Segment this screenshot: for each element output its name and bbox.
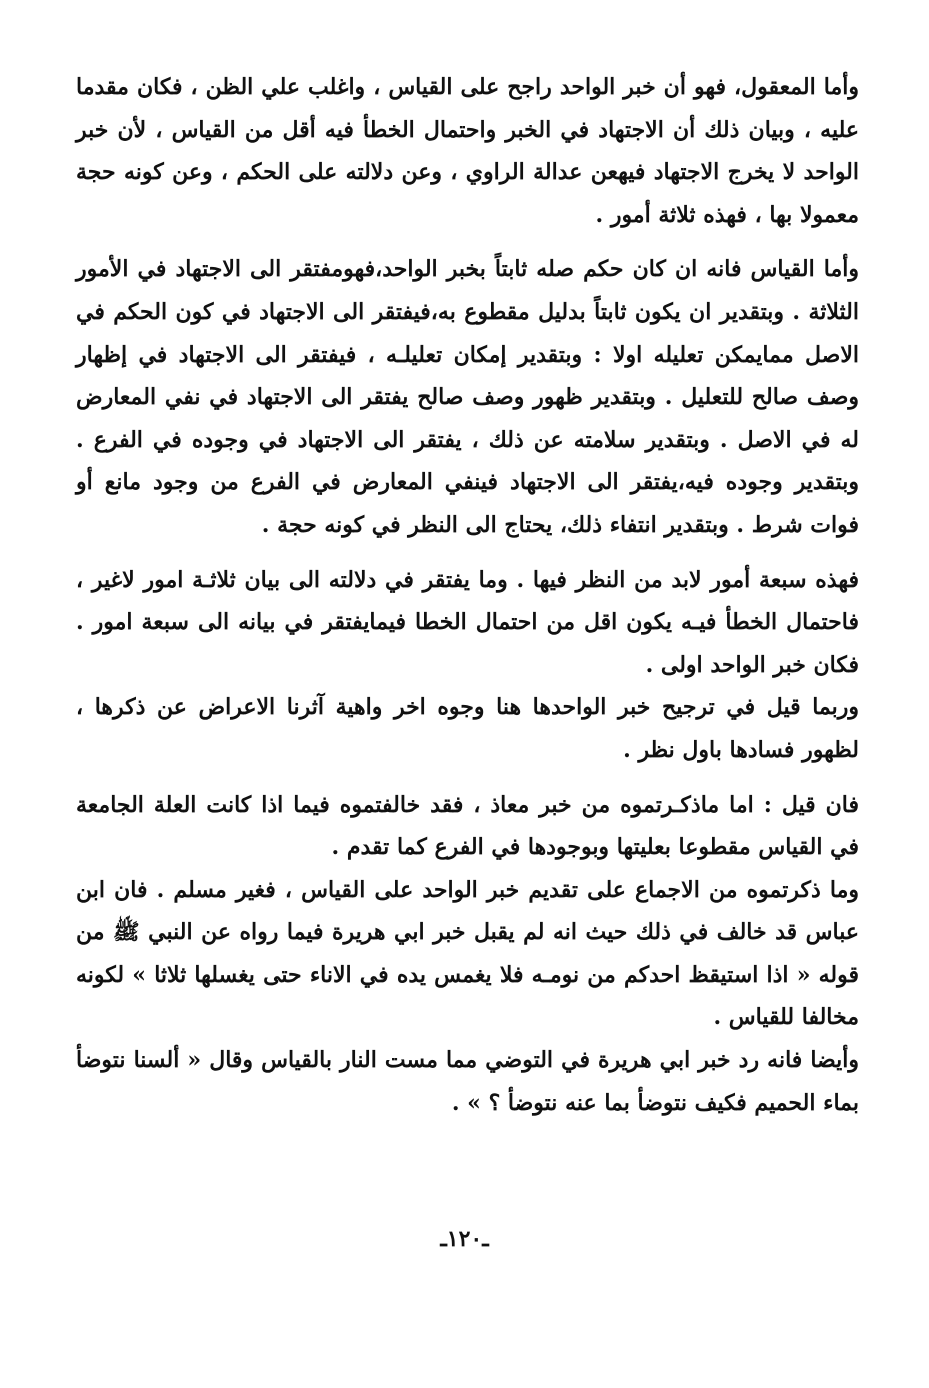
paragraph-1: وأما المعقول، فهو أن خبر الواحد راجح على القياس ، واغلب علي الظن ، فكان مقدما عليه ، وبيان ذلك أن الاجتهاد في الخبر واحتمال الخطأ فيه أقل من القياس ، لأن خبر الواحد لا يخرج الاجتهاد فيهعن عدالة الراوي ، وعن دلالته على الحكم ، وعن كونه حجة معمولا بها ، فهذه ثلاثة أمور . xyxy=(76,74,859,228)
page-number: ـ١٢٠ـ xyxy=(440,1226,489,1252)
paragraph-2: وأما القياس فانه ان كان حكم صله ثابتاً بخبر الواحد،فهومفتقر الى الاجتهاد في الأمور الثلاثة . وبتقدير ان يكون ثابتاً بدليل مقطوع به،فيفتقر الى الاجتهاد في كون الحكم في الاصل ممايمكن تعليله اولا : وبتقدير إمكان تعليلـه ، فيفتقر الى الاجتهاد في إظهار وصف صالح للتعليل . وبتقدير ظهور وصف صالح يفتقر الى الاجتهاد في نفي المعارض له في الاصل . وبتقدير سلامته عن ذلك ، يفتقر الى الاجتهاد في وجوده في الفرع . وبتقدير وجوده فيه،يفتقر الى الاجتهاد فينفي المعارض في الفرع من وجود مانع أو فوات شرط . وبتقدير انتفاء ذلك، يحتاج الى النظر في كونه حجة . xyxy=(76,256,860,538)
paragraph-6: وما ذكرتموه من الاجماع على تقديم خبر الواحد على القياس ، فغير مسلم . فان ابن عباس قد خالف في ذلك حيث انه لم يقبل خبر ابي هريرة فيما رواه عن النبي ﷺ من قوله « اذا استيقظ احدكم من نومـه فلا يغمس يده في الاناء حتى يغسلها ثلاثا » لكونه مخالفا للقياس . xyxy=(76,876,859,1031)
paragraph-3: فهذه سبعة أمور لابد من النظر فيها . وما يفتقر في دلالته الى بيان ثلاثـة امور لاغير ، فاحتمال الخطأ فيـه يكون اقل من احتمال الخطا فيمايفتقر في بيانه الى سبعة امور . فكان خبر الواحد اولى . xyxy=(76,566,860,678)
paragraph-7: وأيضا فانه رد خبر ابي هريرة في التوضي مما مست النار بالقياس وقال « ألسنا نتوضأ بماء الحميم فكيف نتوضأ بما عنه نتوضأ ؟ » . xyxy=(76,1047,859,1116)
paragraph-4: وربما قيل في ترجيح خبر الواحدها هنا وجوه اخر واهية آثرنا الاعراض عن ذكرها ، لظهور فسادها باول نظر . xyxy=(76,694,860,763)
paragraph-5: فان قيل : اما ماذكـرتموه من خبر معاذ ، فقد خالفتموه فيما اذا كانت العلة الجامعة في القياس مقطوعا بعليتها وبوجودها في الفرع كما تقدم . xyxy=(76,791,859,861)
